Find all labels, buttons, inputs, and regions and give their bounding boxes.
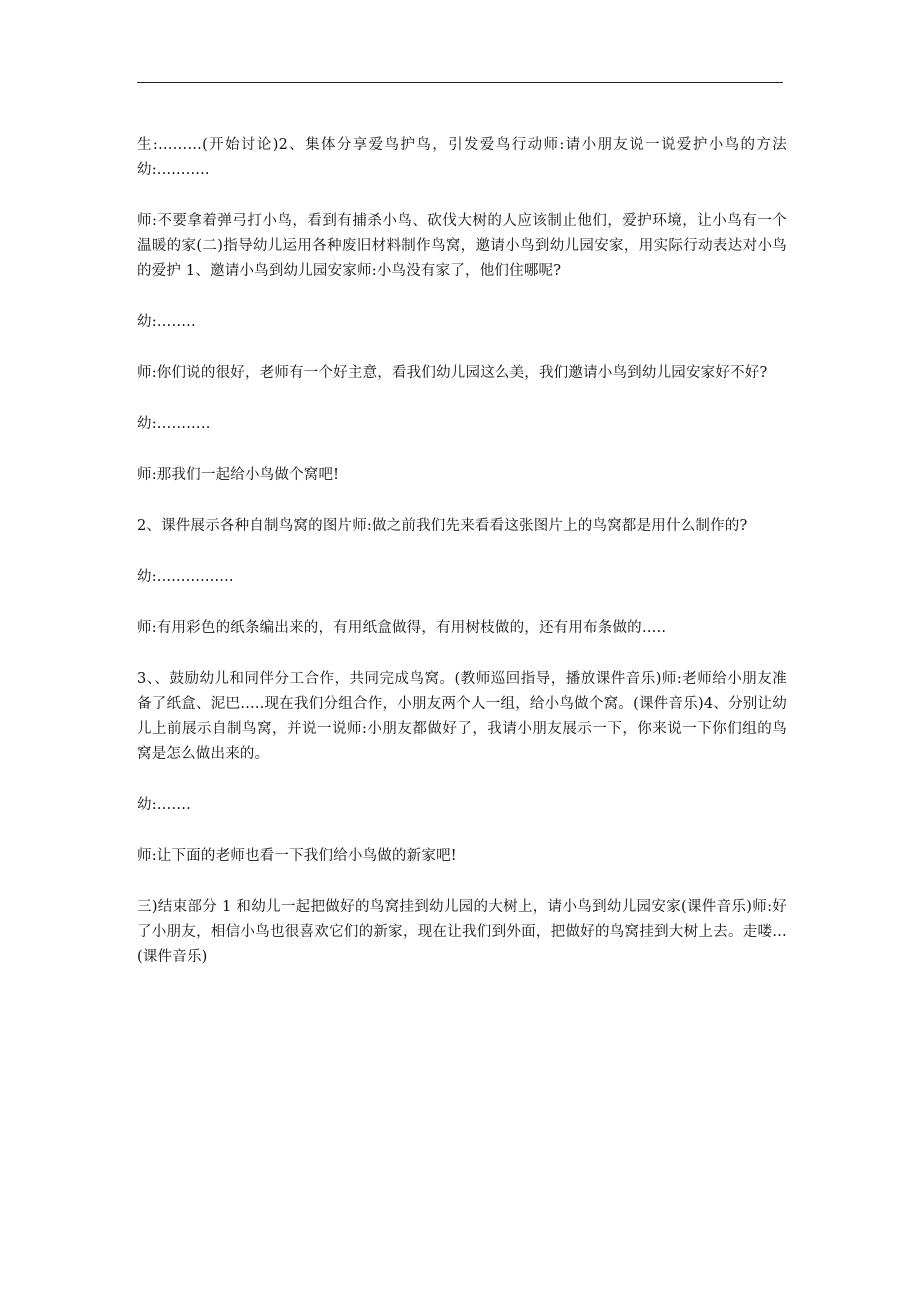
header-rule <box>137 82 783 83</box>
paragraph-8: 幼:................ <box>137 569 234 585</box>
paragraph-2: 师:不要拿着弹弓打小鸟，看到有捕杀小鸟、砍伐大树的人应该制止他们，爱护环境，让小鸟有一个温暖的家(二)指导幼儿运用各种废旧材料制作鸟窝，邀请小鸟到幼儿园安家，用实际行动表达对小鸟的爱护 1、邀请小鸟到幼儿园安家师:小鸟没有家了，他们住哪呢? <box>137 213 787 279</box>
paragraph-4: 师:你们说的很好，老师有一个好主意，看我们幼儿园这么美，我们邀请小鸟到幼儿园安家好不好? <box>137 365 768 381</box>
paragraph-6: 师:那我们一起给小鸟做个窝吧! <box>137 467 340 483</box>
paragraph-11: 幼:……. <box>137 797 191 813</box>
paragraph-10: 3、、鼓励幼儿和同伴分工合作，共同完成鸟窝。(教师巡回指导，播放课件音乐)师:老师给小朋友准备了纸盒、泥巴…..现在我们分组合作，小朋友两个人一组，给小鸟做个窝。(课件音乐)4、分别让幼儿上前展示自制鸟窝，并说一说师:小朋友都做好了，我请小朋友展示一下，你来说一下你们组的鸟窝是怎么做出来的。 <box>137 671 787 762</box>
paragraph-12: 师:让下面的老师也看一下我们给小鸟做的新家吧! <box>137 848 457 864</box>
paragraph-5: 幼:……….. <box>137 416 211 432</box>
paragraph-3: 幼:…….. <box>137 314 196 330</box>
paragraph-7: 2、课件展示各种自制鸟窝的图片师:做之前我们先来看看这张图片上的鸟窝都是用什么制作的? <box>137 518 748 534</box>
paragraph-1: 生:………(开始讨论)2、集体分享爱鸟护鸟，引发爱鸟行动师:请小朋友说一说爱护小鸟的方法幼:........... <box>137 137 787 178</box>
document-body <box>137 133 787 996</box>
paragraph-9: 师:有用彩色的纸条编出来的，有用纸盒做得，有用树枝做的，还有用布条做的….. <box>137 620 667 636</box>
paragraph-13: 三)结束部分 1 和幼儿一起把做好的鸟窝挂到幼儿园的大树上，请小鸟到幼儿园安家(课件音乐)师:好了小朋友，相信小鸟也很喜欢它们的新家，现在让我们到外面，把做好的鸟窝挂到大树上去。走喽…(课件音乐) <box>137 899 787 965</box>
